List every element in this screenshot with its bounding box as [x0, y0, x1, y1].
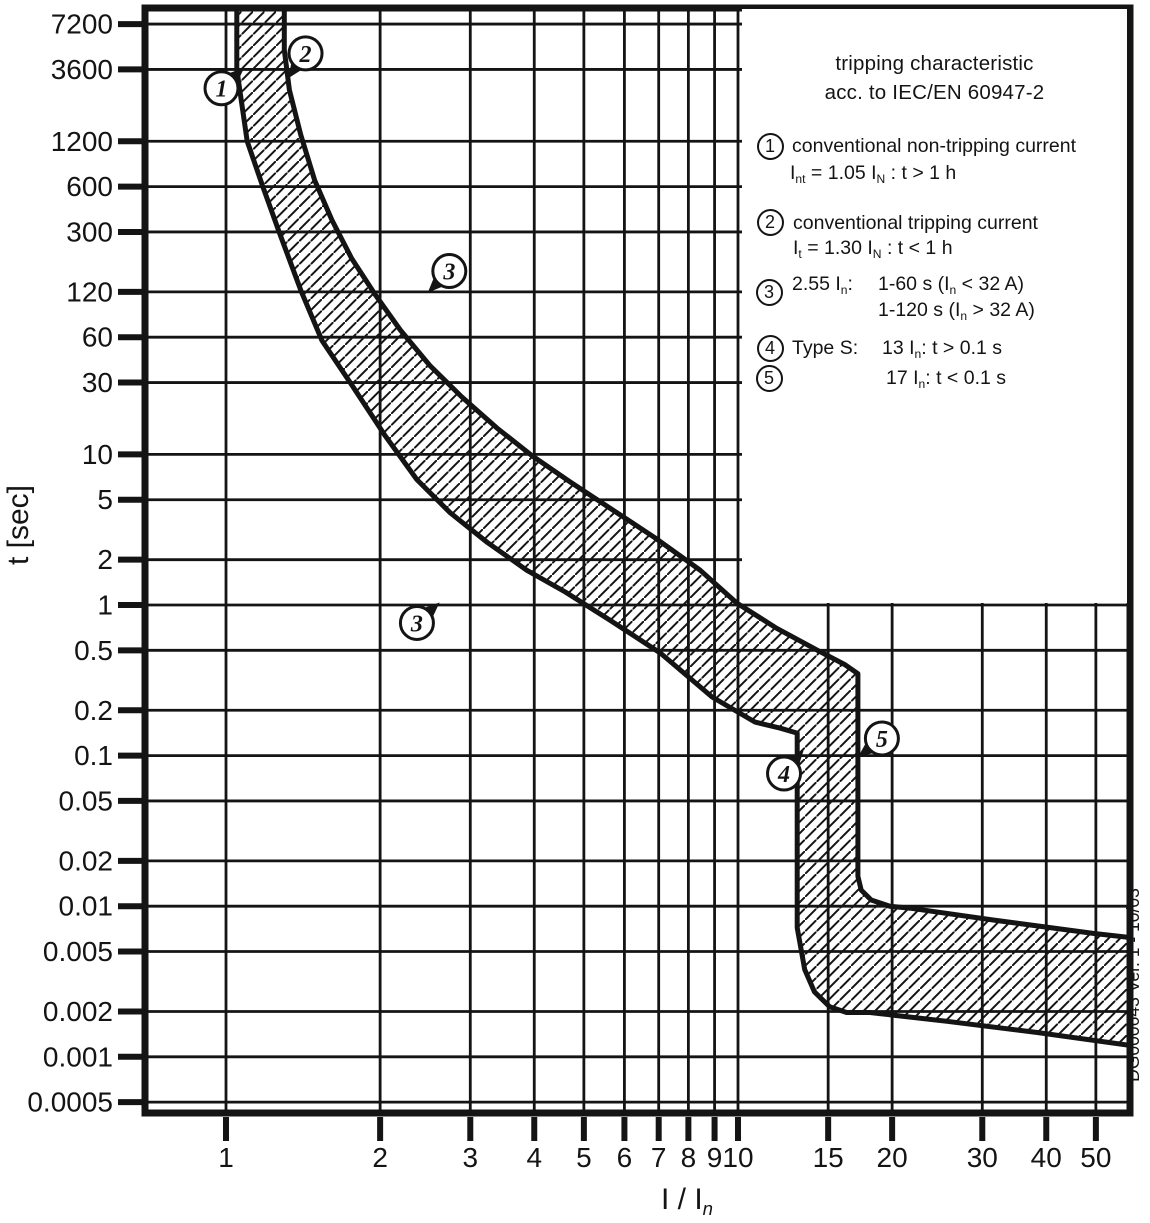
x-tick-label: 10 — [722, 1142, 754, 1173]
legend-title-line2: acc. to IEC/EN 60947-2 — [824, 81, 1045, 104]
x-tick-label: 15 — [812, 1142, 844, 1173]
marker-number: 4 — [778, 762, 791, 789]
legend-box — [742, 9, 1127, 603]
x-axis-title: I / $I_n$ — [660, 1183, 714, 1219]
marker-number: 1 — [215, 76, 228, 103]
legend-item-2-text: $I_t = 1.30$ $I_N$ : t < 1 h — [793, 237, 953, 261]
legend-item-number-5: 5 — [756, 365, 783, 392]
legend-item-5-text: 17 $I_n$: t < 0.1 s — [886, 367, 1007, 391]
y-tick-label: 3600 — [50, 53, 113, 85]
legend-item-3-text: 1-60 s ($I_n < 32$ A) — [878, 273, 1025, 297]
y-tick-label: 300 — [66, 216, 113, 248]
y-tick-label: 2 — [97, 544, 113, 576]
legend-item-1-text: conventional non-tripping current — [792, 135, 1077, 157]
chart-marker-3 — [400, 603, 439, 640]
legend-item-3-text: 1-120 s ($I_n > 32$ A) — [878, 299, 1035, 323]
x-tick-label: 7 — [650, 1142, 667, 1173]
x-tick-label: 40 — [1030, 1142, 1062, 1173]
legend-item-3-text: 2.55 $I_n$: — [792, 273, 853, 297]
chart-marker-5 — [858, 722, 899, 757]
marker-number: 5 — [875, 726, 888, 753]
legend-item-1-text: $I_{nt} = 1.05$ $I_N$ : t > 1 h — [790, 162, 957, 186]
watermark-text: DG000643 Ver. 1 - 10/03 — [1123, 888, 1143, 1082]
marker-number: 3 — [410, 611, 423, 638]
legend-item-number-4: 4 — [757, 335, 784, 362]
x-tick-label: 1 — [218, 1142, 234, 1173]
y-tick-label: 60 — [81, 321, 113, 353]
legend-item-number-1: 1 — [757, 133, 784, 160]
x-tick-label: 20 — [876, 1142, 908, 1173]
y-tick-label: 10 — [81, 438, 113, 470]
legend-item-number-3: 3 — [756, 279, 783, 306]
x-tick-label: 9 — [706, 1142, 723, 1173]
x-tick-label: 3 — [462, 1142, 479, 1173]
y-tick-label: 0.05 — [58, 785, 113, 817]
legend-title — [742, 49, 1127, 107]
marker-number: 3 — [443, 259, 456, 286]
x-tick-label: 8 — [680, 1142, 697, 1173]
legend-item-4-text: 13 $I_n$: t > 0.1 s — [882, 337, 1003, 361]
y-tick-label: 600 — [66, 171, 113, 203]
y-tick-label: 0.2 — [74, 694, 113, 726]
y-tick-label: 120 — [66, 276, 113, 308]
y-tick-label: 0.005 — [42, 936, 113, 968]
legend-item-4-text: Type S: — [792, 337, 859, 359]
y-tick-label: 1200 — [50, 125, 113, 157]
y-tick-label: 0.0005 — [27, 1086, 113, 1118]
chart-marker-2 — [288, 37, 322, 78]
legend-item-number-2: 2 — [757, 209, 784, 236]
x-tick-label: 2 — [372, 1142, 388, 1173]
chart-marker-1 — [205, 68, 244, 105]
x-tick-label: 30 — [966, 1142, 998, 1173]
y-axis-title: t [sec] — [2, 484, 35, 566]
marker-number: 2 — [299, 41, 312, 68]
y-tick-label: 0.01 — [58, 890, 113, 922]
y-tick-label: 0.5 — [74, 634, 113, 666]
chart-marker-3 — [428, 255, 466, 293]
x-tick-label: 6 — [616, 1142, 633, 1173]
legend-title-line1: tripping characteristic — [835, 52, 1034, 75]
y-tick-label: 0.1 — [74, 740, 113, 772]
y-tick-label: 0.001 — [42, 1041, 113, 1073]
y-tick-label: 5 — [97, 484, 113, 516]
x-tick-label: 5 — [576, 1142, 592, 1173]
legend-item-2-text: conventional tripping current — [793, 212, 1038, 234]
y-tick-label: 7200 — [50, 8, 113, 40]
y-tick-label: 30 — [81, 367, 113, 399]
x-tick-label: 4 — [526, 1142, 543, 1173]
y-tick-label: 0.002 — [42, 995, 113, 1027]
x-tick-label: 50 — [1080, 1142, 1112, 1173]
y-tick-label: 0.02 — [58, 845, 113, 877]
y-tick-label: 1 — [97, 589, 113, 621]
